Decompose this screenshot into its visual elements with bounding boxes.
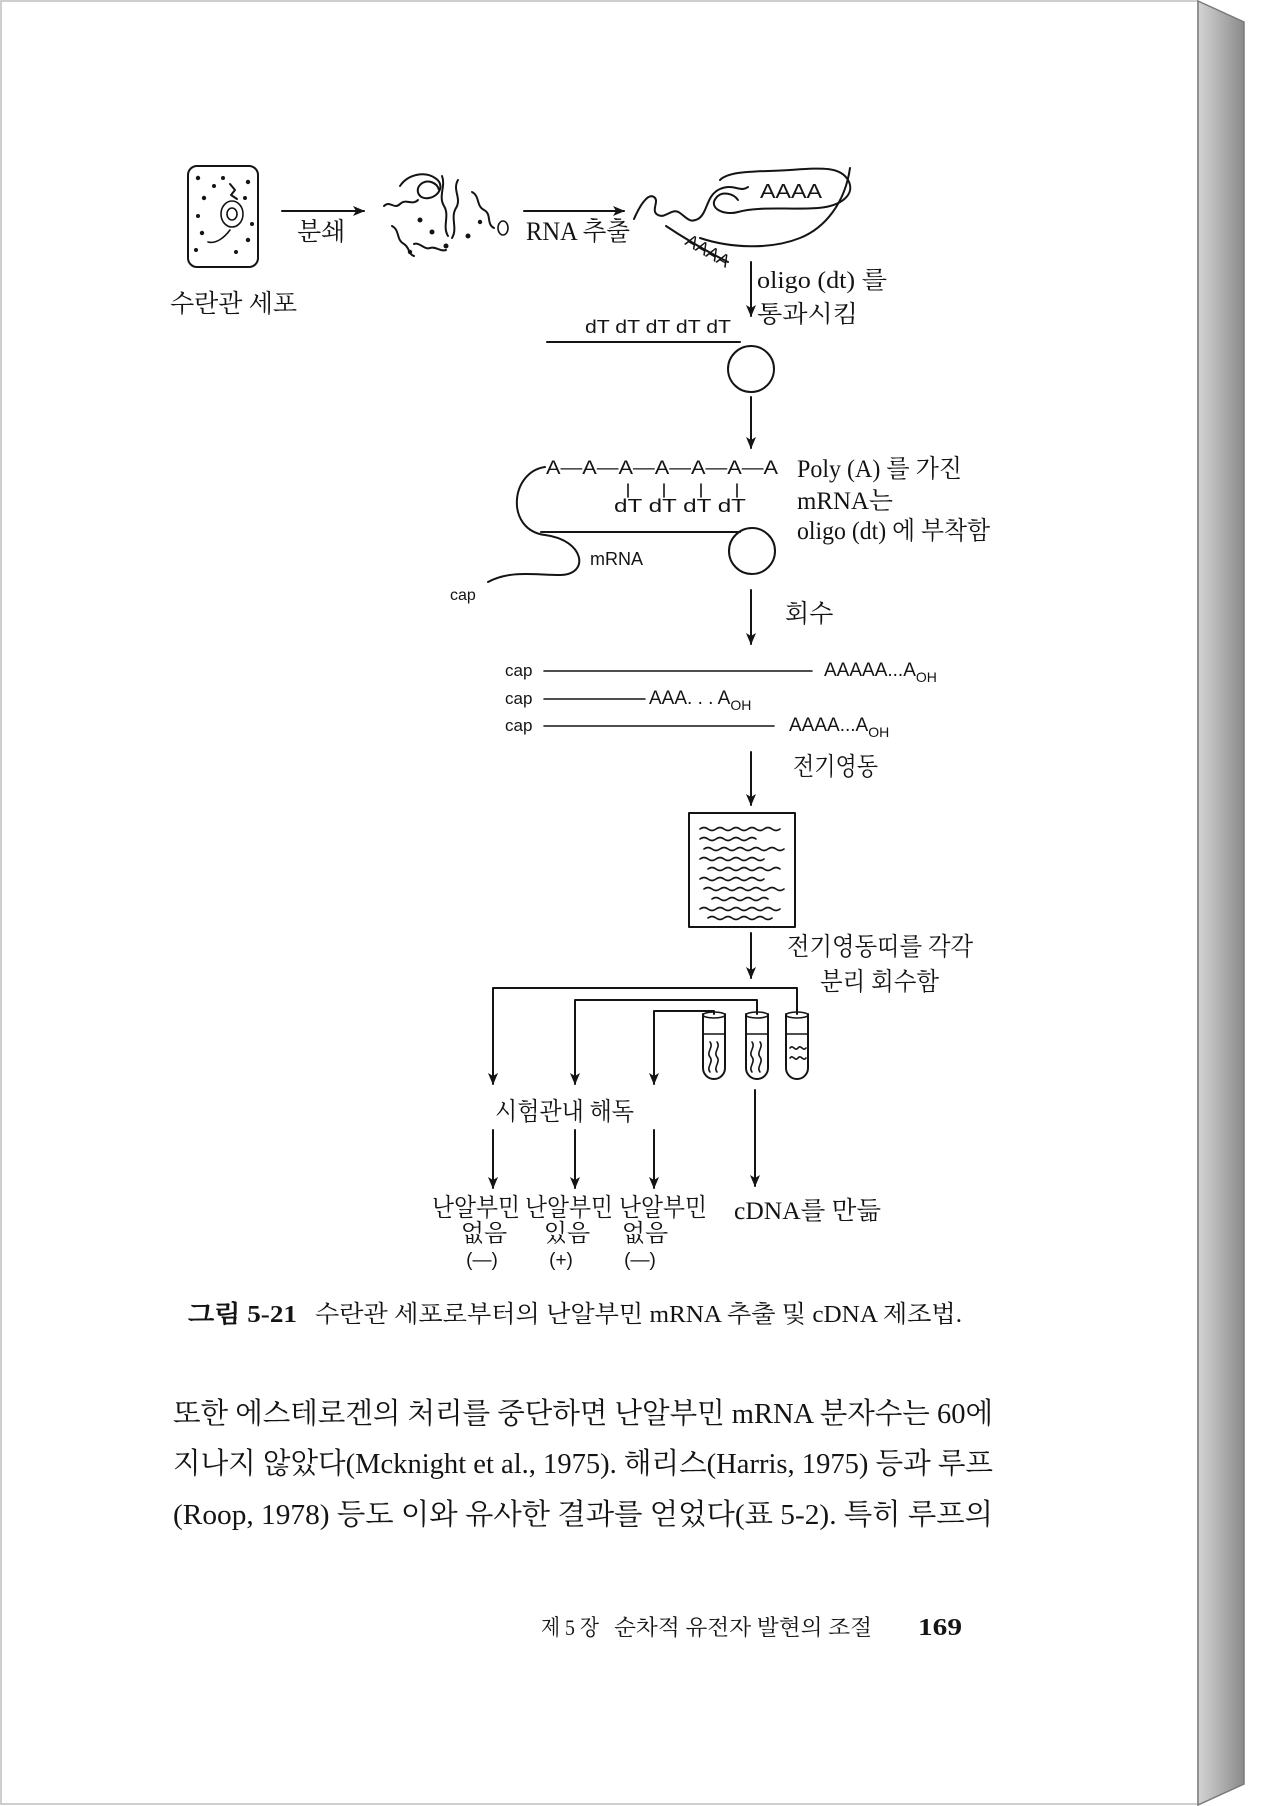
body-line-3: (Roop, 1978) 등도 이와 유사한 결과를 얻었다(표 5-2). 특히 루프의: [173, 1499, 984, 1531]
binding-desc-3: oligo (dt) 에 부착함: [797, 518, 1000, 545]
oligo-dt-row-bound: dT dT dT dT: [614, 496, 746, 516]
body-line-1: 또한 에스테로겐의 처리를 중단하면 난알부민 mRNA 분자수는 60에: [173, 1398, 1008, 1430]
result-line-1: 난알부민: [525, 1195, 622, 1222]
body-paragraph: [173, 1397, 1008, 1531]
binding-desc-1: Poly (A) 를 가진: [797, 456, 969, 483]
molecule-cap: cap: [505, 716, 533, 735]
tail-subscript: OH: [730, 697, 752, 713]
page-number: 169: [918, 1615, 962, 1641]
grind-label: 분쇄: [297, 219, 346, 246]
polya-tail-label-diagonal: AAAA: [682, 230, 734, 272]
footer-chapter: 제 5 장: [541, 1615, 600, 1640]
oligo-dt-row: dT dT dT dT dT: [585, 317, 732, 337]
caption-label: 그림 5-21: [188, 1302, 285, 1328]
column-label-2: 통과시킴: [757, 302, 850, 328]
caption-text: 수란관 세포로부터의 난알부민 mRNA 추출 및 cDNA 제조법.: [315, 1302, 933, 1328]
separate-label-1: 전기영동띠를 각각: [787, 934, 987, 961]
recover-label: 회수: [785, 601, 834, 628]
mrna-label: mRNA: [590, 549, 643, 569]
body-line-2: 지나지 않았다(Mcknight et al., 1975). 해리스(Harris, 1975) 등과 루프: [173, 1448, 1006, 1480]
electrophoresis-label: 전기영동: [793, 754, 890, 781]
molecule-cap: cap: [505, 689, 533, 708]
extract-label: RNA 추출: [526, 217, 630, 246]
tail-subscript: OH: [868, 724, 890, 740]
result-line-1: 난알부민: [619, 1195, 716, 1222]
result-line-2: 없음: [460, 1221, 508, 1247]
result-line-3: (+): [549, 1250, 573, 1271]
tail-text: AAAA...A: [789, 715, 869, 736]
footer-title: 순차적 유전자 발현의 조절: [614, 1615, 872, 1640]
column-label-1: oligo (dt) 를: [757, 268, 887, 294]
tail-subscript: OH: [915, 669, 937, 685]
result-line-2: 있음: [543, 1221, 591, 1247]
polya-tail-label: AAAA: [760, 181, 823, 203]
result-line-3: (—): [466, 1250, 498, 1271]
tail-text: AAAAA...A: [824, 660, 916, 681]
book-edge: [1198, 1, 1244, 1805]
translate-label: 시험관내 해독: [495, 1099, 647, 1126]
molecule-cap: cap: [505, 661, 533, 680]
page-sheet: [1, 1, 1198, 1804]
polya-chain: A—A—A—A—A—A—A: [546, 458, 779, 479]
cdna-label: cDNA를 만듦: [734, 1198, 878, 1225]
cap-label: cap: [450, 587, 476, 604]
cell-label: 수란관 세포: [170, 291, 298, 318]
separate-label-2: 분리 회수함: [820, 969, 948, 996]
tail-text: AAA. . . A: [649, 688, 731, 709]
result-line-1: 난알부민: [432, 1195, 529, 1222]
binding-desc-2: mRNA는: [797, 488, 893, 515]
result-line-3: (—): [624, 1250, 656, 1271]
result-line-2: 없음: [621, 1221, 669, 1247]
